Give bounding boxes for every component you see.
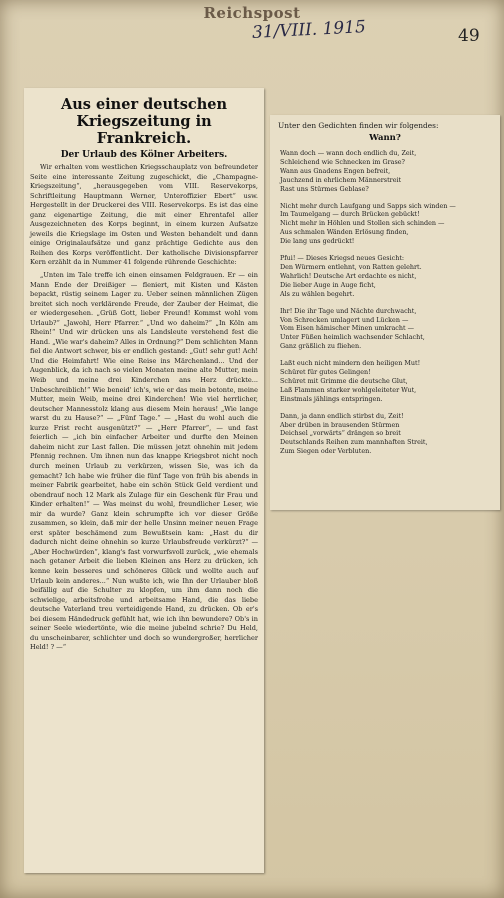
poem-title: Wann? [369, 133, 401, 143]
article-body [30, 163, 258, 653]
article-paragraph: Wir erhalten vom westlichen Kriegsschauplatz von befreundeter Seite eine interessante Zeitung zugeschickt, die „Champagne-Kriegszeitung“, „herausgegeben vom VIII. Reservekorps, Schriftleitung Hauptmann Werner, Unteroffizier Ebert“ usw. Hergestellt in der Druckerei des VIII. Reservekorps. Es ist das eine ganz eigenartige Zeitung, die mit einer Ehrentafel aller Ausgezeichneten des Korps beginnt, in einem kurzen Aufsatze jeweils die Kriegslage im Osten und Westen behandelt und dann einige Originalaufsätze und ganz prächtige Gedichte aus den Reihen des Korps veröffentlicht. Der katholische Divisionspfarrer Kern erzählt da in Nummer 41 folgende rührende Geschichte: [30, 163, 258, 267]
poem-line: Aber drüben in brausenden Stürmen [280, 420, 400, 429]
poem-line: Unter Füßen heimlich wachsender Schlacht, [280, 333, 425, 342]
poem-line: Laß Flammen starker wohlgeleiteter Wut, [280, 385, 417, 394]
poem-clipping [270, 115, 500, 510]
poem-line: Rast uns Stürmes Geblase? [280, 184, 369, 193]
poem-line: Einstmals jählings entspringen. [280, 394, 383, 403]
poem-line: Im Taumelgang — durch Brücken gebückt! [280, 210, 420, 219]
poem-stanza [280, 412, 492, 457]
poem-line: Schüret mit Grimme die deutsche Glut, [280, 376, 408, 385]
poem-line: Die lieber Auge in Auge ficht, [280, 280, 376, 289]
poem-line: Jauchzend in ehrlichem Männerstreit [280, 175, 402, 184]
poem-line: Schleichend wie Schnecken im Grase? [280, 157, 405, 166]
poem-line: Wann aus Gnadens Engen befreit, [280, 166, 391, 175]
poem-line: Pfui! — Dieses Kriegsd neues Gesicht: [280, 254, 405, 263]
poem-line: Ihr! Die ihr Tage und Nächte durchwacht, [280, 306, 417, 315]
poem-line: Wahrlich! Deutsche Art erdachte es nicht, [280, 271, 417, 280]
poem-line: Laßt euch nicht mindern den heiligen Mut! [280, 359, 421, 368]
poem-line: Den Würmern entlehnt, von Ratten gelehrt. [280, 262, 422, 271]
poem-line: Als zu wählen begehrt. [280, 289, 355, 298]
poem-stanza [280, 359, 492, 404]
poem-line: Dann, ja dann endlich stirbst du, Zeit! [280, 411, 404, 420]
poem-line: Aus schmalen Wänden Erlösung finden, [280, 228, 409, 237]
poem-line: Von Schrecken umlagert und Lücken — [280, 315, 409, 324]
poem-line: Zum Siegen oder Verbluten. [280, 447, 372, 456]
poem-stanza [280, 307, 492, 352]
masthead: Reichspost [203, 4, 301, 22]
poem-line: Schüret für gutes Gelingen! [280, 368, 371, 377]
poem-stanzas [270, 149, 500, 456]
poem-intro: Unter den Gedichten finden wir folgendes: [278, 121, 439, 130]
poem-line: Nicht mehr durch Laufgang und Sapps sich winden — [280, 201, 456, 210]
poem-line: Ganz gräßlich zu fliehen. [280, 342, 362, 351]
article-headline: Aus einer deutschen Kriegszeitung in Frankreich. [60, 96, 228, 147]
poem-line: Deichsel „vorwärts“ drängen so breit [280, 429, 401, 438]
article-subheadline: Der Urlaub des Kölner Arbeiters. [60, 150, 228, 160]
poem-stanza [280, 254, 492, 299]
poem-line: Die lang uns gedrückt! [280, 237, 355, 246]
poem-line: Deutschlands Reihen zum mannhaften Streit, [280, 438, 428, 447]
poem-line: Wann doch — wann doch endlich du, Zeit, [280, 149, 417, 157]
poem-line: Vom Eisen hämischer Minen umkracht — [280, 324, 414, 333]
handwritten-date: 31/VIII. 1915 [251, 17, 367, 43]
article-paragraph: „Unten im Tale treffe ich einen einsamen Feldgrauen. Er — ein Mann Ende der Dreißiger — fleniert, mit Kisten und Kästen bepackt, rüstig seinem Lager zu. Ueber seinen männlichen Zügen breitet sich noch verklärende Freude, der Zauber der Heimat, die er wiedergesehen. „Grüß Gott, lieber Freund! Kommst wohl vom Urlaub?“ „Jawohl, Herr Pfarrer.“ „Und wo daheim?“ „In Köln am Rhein!“ Und wir drücken uns als Landsleute verstehend fest die Hand. „Wie war's daheim? Alles in Ordnung?“ Dem schlichten Mann fiel die Antwort schwer, bis er endlich gestand: „Gut! sehr gut! Ach! Und die Heimfahrt! Wie eine Reise ins Märchenland... Und der Augenblick, da ich nach so vielen Monaten meine alte Mutter, mein Weib und meine drei Kinderchen ans Herz drückte... Unbeschreiblich!“ Wie beneid' ich's, wie er das mein betonte, meine Mutter, mein Weib, meine drei Kinderchen! Wie viel herrlicher, deutscher Mannesstolz klang aus diesem Mein heraus! „Wie lange warst du zu Hause?“ — „Fünf Tage.“ — „Hast du wohl auch die kurze Frist recht ausgenützt?“ — „Herr Pfarrer“, — und fast feierlich — „ich bin einfacher Arbeiter und durfte den Meinen daheim nicht zur Last fallen. Die müssen jetzt ohnehin mit jedem Pfennig rechnen. Um ihnen nun das knappe Kriegsbrot nicht noch durch meinen Urlaub zu verkürzen, wissen Sie, was ich da gemacht? Ich habe wie früher die fünf Tage von früh bis abends in meiner Fabrik gearbeitet, habe ein schön Stück Geld verdient und obendrauf noch 12 Mark als Zulage für ein Geschenk für Frau und Kinder erhalten!“ — Was meinst du wohl, freundlicher Leser, wie mir da wurde? Ganz klein schrumpfte ich vor dieser Größe zusammen, so klein, daß mir der helle Unsinn meiner neuen Frage erst später beschämend zum Bewußtsein kam: „Hast du dir dadurch nicht deine ohnehin so kurze Urlaubsfreude verkürzt?“ — „Aber Hochwürden“, klang's fast vorwurfsvoll zurück, „wie ehemals nach getaner Arbeit die lieben Kleinen ans Herz zu drücken, ich kenne kein besseres und schöneres Glück und wollte auch auf Urlaub kein anderes...“ Nun wußte ich, wie Ihn der Urlauber bloß beifällig auf die Schulter zu klopfen, um ihm dann noch die schwielige, arbeitsfrohe und arbeitsame Hand, die das liebe deutsche Vaterland treu verteidigende Hand, zu drücken. Ob er's bei diesem Händedruck gefühlt hat, wie ich ihn bewundere? Ob's in seiner Seele wiedertönte, wie die meine jubelnd schrie? Du Held, du unscheinbarer, schlichter und doch so wundergroßer, herrlicher Held! ? —“ [30, 271, 258, 652]
page-number: 49 [458, 26, 480, 46]
poem-stanza [280, 202, 492, 247]
poem-stanza [280, 149, 492, 194]
article-clipping [24, 88, 264, 873]
poem-line: Nicht mehr in Höhlen und Stollen sich schinden — [280, 219, 445, 228]
